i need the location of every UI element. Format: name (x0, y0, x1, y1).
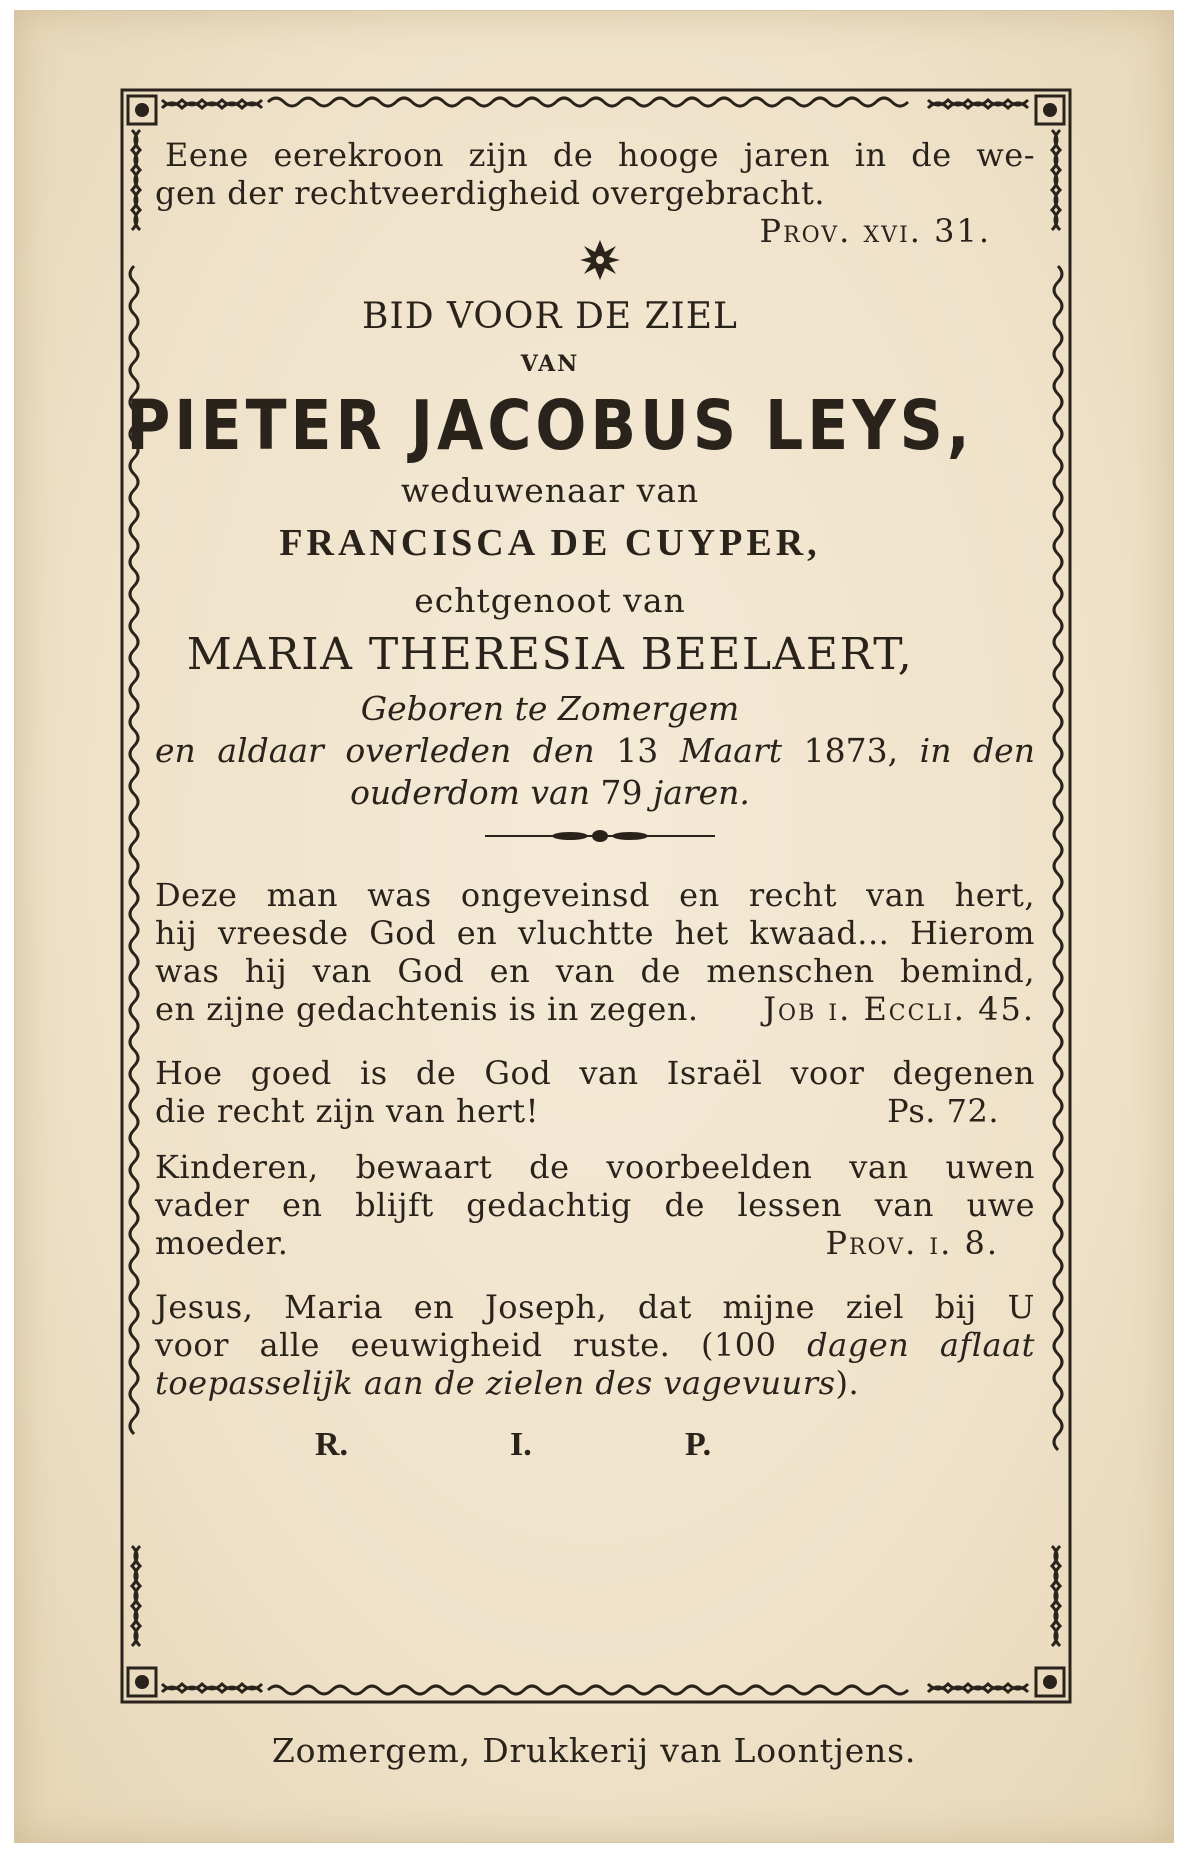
para1-line2: hij vreesde God en vluchtte het kwaad... Hierom (155, 914, 1035, 952)
death-day: 13 (616, 731, 659, 770)
para3-line3: moeder. (155, 1224, 289, 1262)
para3-line1: Kinderen, bewaart de voorbeelden van uwen (155, 1148, 1035, 1186)
death-line (155, 731, 1035, 770)
para2-line1: Hoe goed is de God van Israël voor degenen (155, 1054, 1035, 1092)
para4-line2-row (155, 1326, 1035, 1364)
para1-reference: Job i. Eccli. 45. (763, 990, 1035, 1028)
memorial-card (14, 10, 1174, 1843)
death-year: 1873, (803, 731, 899, 770)
para3-line2: vader en blijft gedachtig de lessen van uwe (155, 1186, 1035, 1224)
age-number: 79 (600, 773, 643, 812)
para4-line2-b: dagen aflaat (807, 1326, 1036, 1364)
para4-line3-a: toepasselijk aan de zielen des vagevuurs (155, 1364, 836, 1402)
cross-icon (578, 238, 622, 282)
relation-widower: weduwenaar van (400, 471, 700, 510)
para4-line3-row (155, 1364, 1035, 1402)
para1-line4-row (155, 990, 1035, 1028)
age-text-a: ouderdom van (350, 773, 590, 812)
para1-line4: en zijne gedachtenis is in zegen. (155, 990, 699, 1028)
rip-r: R. (315, 1426, 349, 1463)
para2-line2-row (155, 1092, 1035, 1130)
verse-line-2: gen der rechtveerdigheid overgebracht. (155, 174, 826, 212)
para3-line3-row (155, 1224, 1035, 1262)
rip-p: P. (685, 1426, 712, 1463)
birth-line: Geboren te Zomergem (360, 689, 740, 728)
para2-line2: die recht zijn van hert! (155, 1092, 539, 1130)
para1-line1: Deze man was ongeveinsd en recht van hert, (155, 876, 1035, 914)
death-text-e: in den (919, 731, 1035, 770)
para4-line3-b: ). (835, 1364, 860, 1402)
para3-reference: Prov. i. 8. (825, 1224, 999, 1262)
para1-line3: was hij van God en van de menschen bemind, (155, 952, 1035, 990)
second-spouse-name: MARIA THERESIA BEELAERT, (186, 629, 914, 680)
van-label: VAN (520, 351, 580, 377)
deceased-name: PIETER JACOBUS LEYS, (126, 385, 974, 467)
relation-husband: echtgenoot van (414, 581, 686, 620)
pray-heading: BID VOOR DE ZIEL (362, 296, 738, 337)
age-text-c: jaren. (652, 773, 750, 812)
para2-reference: Ps. 72. (887, 1092, 999, 1130)
death-text-a: en aldaar overleden den (155, 731, 595, 770)
verse-line-1: Eene eerekroon zijn de hooge jaren in de we- (165, 136, 1035, 174)
para4-line1: Jesus, Maria en Joseph, dat mijne ziel bij U (155, 1288, 1035, 1326)
ornament-divider (485, 826, 715, 846)
first-spouse-name: FRANCISCA DE CUYPER, (279, 522, 821, 564)
printer-imprint: Zomergem, Drukkerij van Loontjens. (271, 1731, 917, 1770)
age-line (115, 773, 985, 812)
verse-reference: Prov. xvi. 31. (759, 212, 991, 250)
para4-line2-a: voor alle eeuwigheid ruste. (100 (155, 1326, 777, 1364)
death-month: Maart (679, 731, 783, 770)
rip-i: I. (510, 1426, 532, 1463)
